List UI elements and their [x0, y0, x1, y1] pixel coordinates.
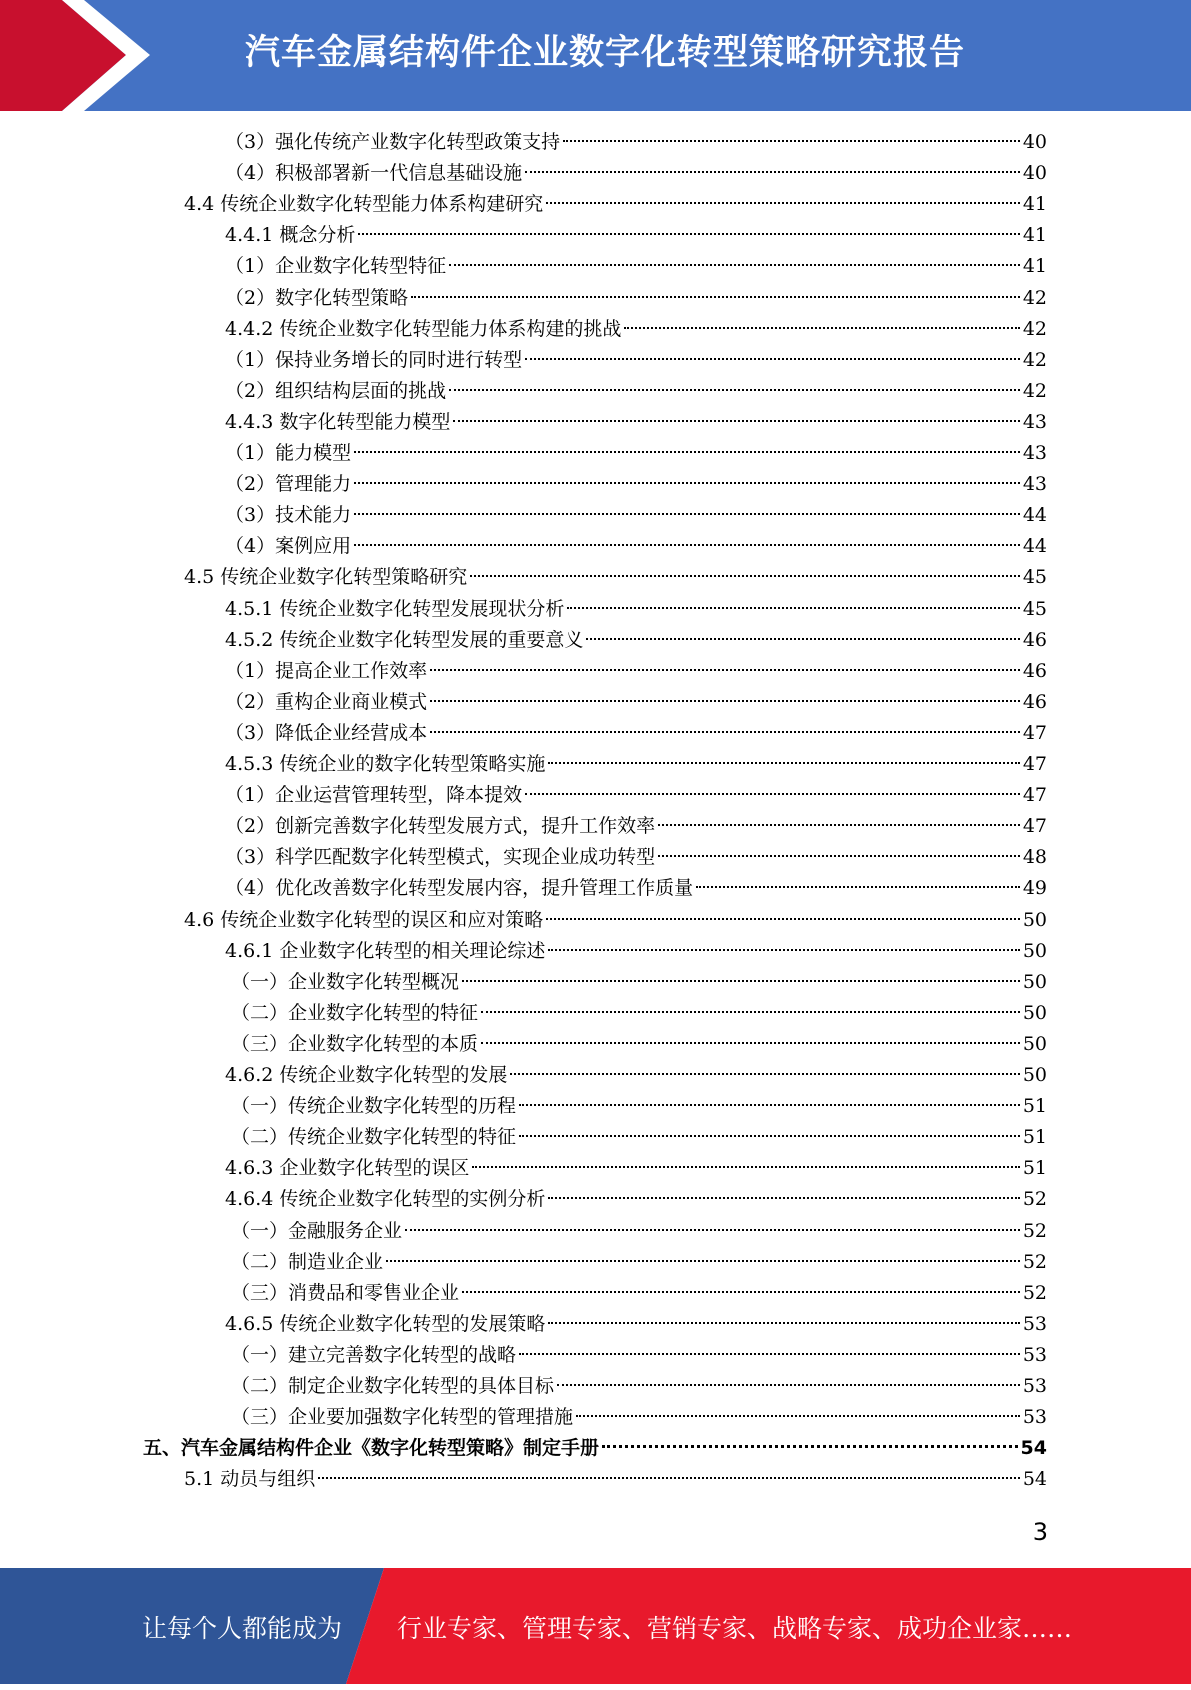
toc-entry[interactable]	[225, 376, 1047, 407]
toc-entry-title: （4）案例应用	[225, 535, 352, 558]
toc-entry-title: （2）数字化转型策略	[225, 286, 409, 309]
toc-entry-title: （二）传统企业数字化转型的特征	[231, 1126, 517, 1149]
toc-dot-leader	[658, 824, 1020, 826]
toc-entry-title: （3）技术能力	[225, 504, 352, 527]
toc-dot-leader	[386, 1260, 1020, 1262]
toc-entry[interactable]	[225, 656, 1047, 687]
page-number: 3	[1032, 1518, 1048, 1546]
toc-entry-title: 4.4.1 概念分析	[225, 224, 356, 247]
toc-entry-title: 4.5.2 传统企业数字化转型发展的重要意义	[225, 628, 584, 651]
toc-entry-page: 41	[1022, 193, 1047, 216]
toc-entry[interactable]	[231, 1029, 1047, 1060]
toc-entry-page: 42	[1022, 286, 1047, 309]
toc-entry-title: （二）制定企业数字化转型的具体目标	[231, 1375, 555, 1397]
toc-entry-title: 4.6 传统企业数字化转型的误区和应对策略	[184, 908, 544, 931]
toc-entry-page: 46	[1022, 659, 1047, 682]
toc-dot-leader	[519, 1104, 1020, 1106]
toc-entry-page: 49	[1022, 877, 1047, 900]
toc-entry-title: 4.6.5 传统企业数字化转型的发展策略	[225, 1312, 546, 1335]
toc-entry[interactable]	[225, 438, 1047, 469]
toc-entry-page: 40	[1022, 162, 1047, 185]
toc-dot-leader	[358, 233, 1019, 235]
toc-entry-title: （1）能力模型	[225, 442, 352, 464]
toc-entry-page: 53	[1022, 1343, 1047, 1366]
toc-entry-page: 43	[1022, 473, 1047, 496]
toc-dot-leader	[548, 1322, 1019, 1324]
toc-entry-page: 42	[1022, 317, 1047, 340]
toc-entry-page: 48	[1022, 846, 1047, 869]
toc-entry[interactable]	[225, 500, 1047, 531]
toc-entry-title: 4.6.2 传统企业数字化转型的发展	[225, 1064, 508, 1086]
toc-entry-page: 45	[1022, 597, 1047, 620]
toc-entry[interactable]	[231, 1247, 1047, 1278]
toc-dot-leader	[563, 140, 1020, 142]
toc-entry[interactable]	[231, 1278, 1047, 1309]
toc-dot-leader	[696, 886, 1020, 888]
toc-entry-page: 51	[1022, 1126, 1047, 1149]
toc-entry-title: 4.5 传统企业数字化转型策略研究	[184, 566, 468, 589]
toc-dot-leader	[525, 793, 1020, 795]
toc-entry-page: 54	[1022, 1468, 1047, 1491]
toc-entry-title: （三）消费品和零售业企业	[231, 1281, 460, 1304]
toc-dot-leader	[658, 855, 1020, 857]
toc-entry-title: （2）创新完善数字化转型发展方式，提升工作效率	[225, 815, 656, 838]
toc-entry-title: （1）提高企业工作效率	[225, 659, 428, 682]
toc-entry[interactable]	[225, 531, 1047, 562]
toc-dot-leader	[449, 264, 1020, 266]
toc-entry-title: （2）重构企业商业模式	[225, 690, 428, 713]
toc-entry[interactable]	[225, 594, 1047, 625]
toc-entry-title: 4.5.1 传统企业数字化转型发展现状分析	[225, 597, 565, 620]
toc-entry[interactable]	[225, 314, 1047, 345]
toc-entry-title: （4）积极部署新一代信息基础设施	[225, 162, 523, 185]
toc-dot-leader	[481, 1011, 1020, 1013]
toc-entry-title: 4.4.2 传统企业数字化转型能力体系构建的挑战	[225, 317, 622, 340]
toc-entry-page: 50	[1022, 939, 1047, 962]
toc-entry[interactable]	[231, 1216, 1047, 1247]
toc-entry-title: （1）企业运营管理转型，降本提效	[225, 784, 523, 807]
toc-dot-leader	[481, 1042, 1020, 1044]
toc-entry-page: 51	[1022, 1095, 1047, 1118]
toc-entry-title: （三）企业要加强数字化转型的管理措施	[231, 1406, 574, 1429]
toc-entry-title: （1）保持业务增长的同时进行转型	[225, 348, 523, 371]
toc-entry-page: 53	[1022, 1375, 1047, 1397]
toc-dot-leader	[430, 731, 1020, 733]
toc-entry-title: （3）强化传统产业数字化转型政策支持	[225, 131, 561, 153]
toc-entry[interactable]	[231, 1371, 1047, 1402]
toc-entry-title: （二）企业数字化转型的特征	[231, 1001, 479, 1024]
toc-entry[interactable]	[225, 158, 1047, 189]
toc-dot-leader	[548, 949, 1019, 951]
toc-entry-title: 4.5.3 传统企业的数字化转型策略实施	[225, 753, 546, 775]
footer-slogan-right: 行业专家、管理专家、营销专家、战略专家、成功企业家……	[397, 1614, 1073, 1643]
toc-entry-title: 4.4 传统企业数字化转型能力体系构建研究	[184, 193, 544, 216]
toc-entry-page: 41	[1022, 224, 1047, 247]
toc-entry-title: （2）管理能力	[225, 473, 352, 496]
toc-entry-title: （3）降低企业经营成本	[225, 721, 428, 744]
toc-entry[interactable]	[184, 905, 1047, 936]
toc-entry[interactable]	[231, 998, 1047, 1029]
toc-entry-title: 4.6.3 企业数字化转型的误区	[225, 1157, 470, 1180]
footer-band	[0, 1568, 1191, 1684]
toc-dot-leader	[519, 1135, 1020, 1137]
toc-entry[interactable]	[225, 873, 1047, 904]
toc-entry[interactable]	[225, 1060, 1047, 1091]
toc-dot-leader	[472, 1166, 1019, 1168]
toc-entry[interactable]	[225, 1153, 1047, 1184]
toc-entry-page: 52	[1022, 1219, 1047, 1242]
toc-dot-leader	[548, 1197, 1019, 1199]
toc-dot-leader	[318, 1477, 1020, 1479]
toc-dot-leader	[470, 575, 1020, 577]
toc-entry[interactable]	[225, 842, 1047, 873]
toc-entry-page: 44	[1022, 535, 1047, 558]
toc-entry-page: 47	[1022, 784, 1047, 807]
toc-dot-leader	[354, 544, 1020, 546]
toc-entry-page: 52	[1022, 1250, 1047, 1273]
toc-entry[interactable]	[225, 251, 1047, 282]
toc-dot-leader	[519, 1353, 1020, 1355]
toc-entry-title: 5.1 动员与组织	[184, 1468, 316, 1491]
toc-entry-page: 50	[1022, 1001, 1047, 1024]
toc-entry[interactable]	[225, 780, 1047, 811]
toc-entry-title: （3）科学匹配数字化转型模式，实现企业成功转型	[225, 846, 656, 869]
toc-entry-page: 47	[1022, 815, 1047, 838]
toc-entry[interactable]	[225, 127, 1047, 158]
toc-entry-title: （一）企业数字化转型概况	[231, 970, 460, 993]
toc-entry[interactable]	[225, 407, 1047, 438]
toc-entry[interactable]	[225, 625, 1047, 656]
toc-entry[interactable]	[231, 1340, 1047, 1371]
toc-entry-page: 40	[1022, 131, 1047, 153]
header-band	[0, 0, 1191, 111]
toc-entry[interactable]	[225, 749, 1047, 780]
toc-entry[interactable]	[143, 1433, 1047, 1464]
toc-entry-page: 52	[1022, 1281, 1047, 1304]
toc-entry[interactable]	[225, 1184, 1047, 1215]
footer-slogan-left: 让每个人都能成为	[142, 1614, 343, 1643]
toc-dot-leader	[567, 607, 1019, 609]
toc-entry-page: 50	[1022, 970, 1047, 993]
toc-dot-leader	[430, 700, 1020, 702]
toc-dot-leader	[405, 1229, 1020, 1231]
toc-entry-page: 46	[1022, 628, 1047, 651]
toc-entry[interactable]	[184, 562, 1047, 593]
toc-dot-leader	[525, 358, 1020, 360]
toc-dot-leader	[462, 980, 1020, 982]
toc-entry-title: （4）优化改善数字化转型发展内容，提升管理工作质量	[225, 877, 694, 900]
toc-entry-page: 51	[1022, 1157, 1047, 1180]
toc-entry-page: 52	[1022, 1188, 1047, 1211]
toc-entry[interactable]	[231, 1091, 1047, 1122]
toc-entry-page: 43	[1022, 410, 1047, 433]
toc-entry-title: 4.6.4 传统企业数字化转型的实例分析	[225, 1188, 546, 1211]
toc-entry[interactable]	[225, 345, 1047, 376]
toc-dot-leader	[411, 296, 1020, 298]
toc-entry-page: 43	[1022, 442, 1047, 464]
toc-entry-title: （2）组织结构层面的挑战	[225, 379, 447, 402]
toc-dot-leader	[462, 1291, 1020, 1293]
toc-entry[interactable]	[225, 936, 1047, 967]
toc-entry-page: 50	[1022, 1032, 1047, 1055]
document-title: 汽车金属结构件企业数字化转型策略研究报告	[245, 33, 966, 73]
toc-entry-page: 50	[1022, 908, 1047, 931]
toc-entry-page: 50	[1022, 1064, 1047, 1086]
toc-entry[interactable]	[184, 1464, 1047, 1495]
toc-entry[interactable]	[225, 220, 1047, 251]
toc-entry-title: （二）制造业企业	[231, 1250, 384, 1273]
toc-entry[interactable]	[184, 189, 1047, 220]
toc-entry-title: 五、汽车金属结构件企业《数字化转型策略》制定手册	[143, 1437, 600, 1460]
toc-entry-title: （三）企业数字化转型的本质	[231, 1032, 479, 1055]
toc-entry[interactable]	[225, 469, 1047, 500]
toc-dot-leader	[602, 1445, 1018, 1448]
toc-dot-leader	[430, 669, 1020, 671]
toc-entry-page: 41	[1022, 255, 1047, 278]
toc-dot-leader	[548, 762, 1019, 764]
toc-entry-title: （一）建立完善数字化转型的战略	[231, 1343, 517, 1366]
toc-entry-page: 47	[1022, 753, 1047, 775]
toc-dot-leader	[586, 638, 1019, 640]
toc-entry-title: （1）企业数字化转型特征	[225, 255, 447, 278]
toc-dot-leader	[354, 513, 1020, 515]
toc-dot-leader	[557, 1384, 1020, 1386]
toc-dot-leader	[546, 202, 1020, 204]
toc-entry-title: （一）金融服务企业	[231, 1219, 403, 1242]
toc-entry-page: 47	[1022, 721, 1047, 744]
toc-entry[interactable]	[231, 967, 1047, 998]
toc-entry[interactable]	[225, 1309, 1047, 1340]
toc-dot-leader	[354, 451, 1020, 453]
toc-entry-page: 46	[1022, 690, 1047, 713]
toc-entry-page: 53	[1022, 1312, 1047, 1335]
toc-dot-leader	[453, 420, 1019, 422]
toc-entry-page: 45	[1022, 566, 1047, 589]
toc-entry[interactable]	[225, 283, 1047, 314]
toc-entry[interactable]	[231, 1122, 1047, 1153]
toc-dot-leader	[449, 389, 1020, 391]
toc-entry-title: （一）传统企业数字化转型的历程	[231, 1095, 517, 1118]
toc-entry[interactable]	[225, 718, 1047, 749]
toc-entry-page: 54	[1020, 1437, 1047, 1460]
toc-entry-title: 4.6.1 企业数字化转型的相关理论综述	[225, 939, 546, 962]
toc-dot-leader	[546, 918, 1020, 920]
toc-dot-leader	[525, 171, 1020, 173]
toc-entry[interactable]	[231, 1402, 1047, 1433]
toc-entry-title: 4.4.3 数字化转型能力模型	[225, 410, 451, 433]
toc-entry-page: 53	[1022, 1406, 1047, 1429]
toc-entry[interactable]	[225, 811, 1047, 842]
header-red-arrow	[0, 0, 126, 111]
toc-entry-page: 44	[1022, 504, 1047, 527]
toc-dot-leader	[576, 1415, 1020, 1417]
toc-dot-leader	[510, 1073, 1019, 1075]
toc-dot-leader	[624, 327, 1019, 329]
toc-dot-leader	[354, 482, 1020, 484]
toc-entry-page: 42	[1022, 348, 1047, 371]
toc-entry[interactable]	[225, 687, 1047, 718]
toc-entry-page: 42	[1022, 379, 1047, 402]
